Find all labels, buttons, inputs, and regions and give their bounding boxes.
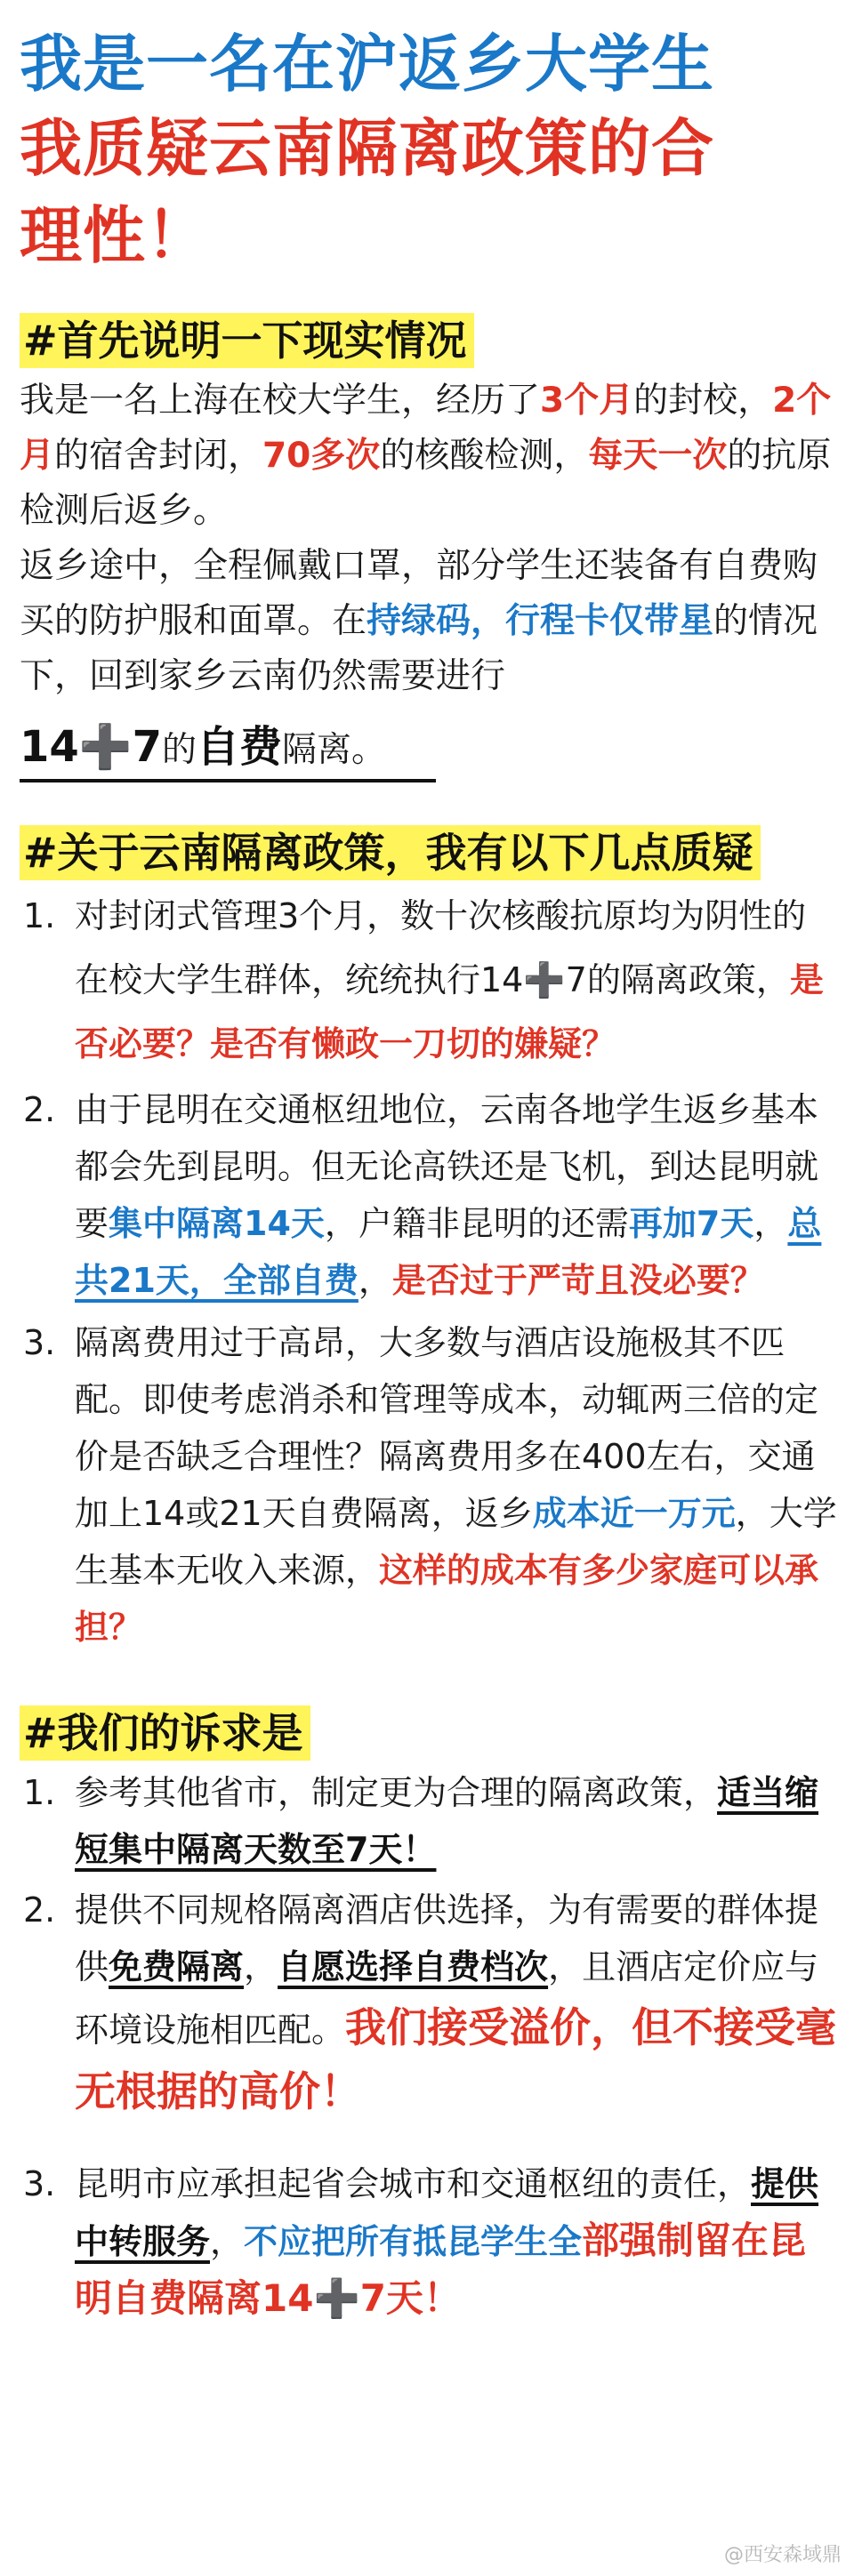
section-heading: #我们的诉求是 [20, 1705, 310, 1761]
paragraph-1: 我是一名上海在校大学生，经历了3个月的封校，2个月的宿舍封闭，70多次的核酸检测，每天一次的抗原检测后返乡。 [20, 381, 832, 531]
section-questions [20, 825, 838, 1656]
title-line-2: 我质疑云南隔离政策的合 [20, 112, 714, 185]
list-item: 2. 由于昆明在交通枢纽地位，云南各地学生返乡基本都会先到昆明。但无论高铁还是飞机，到达昆明就要集中隔离14天，户籍非昆明的还需再加7天，总共21天，全部自费，是否过于严苛且没必要？ [23, 1090, 822, 1300]
list-item: 3. 隔离费用过于高昂，大多数与酒店设施极其不匹配。即使考虑消杀和管理等成本，动辄两三倍的定价是否缺乏合理性？隔离费用多在400左右，交通加上14或21天自费隔离，返乡成本近一万元，大学生基本无收入来源，这样的成本有多少家庭可以承担？ [23, 1323, 837, 1647]
paragraph-2: 返乡途中，全程佩戴口罩，部分学生还装备有自费购买的防护服和面罩。在持绿码，行程卡仅带星的情况下，回到家乡云南仍然需要进行 [20, 546, 818, 696]
list-item: 2. 提供不同规格隔离酒店供选择，为有需要的群体提供免费隔离，自愿选择自费档次，且酒店定价应与环境设施相匹配。我们接受溢价，但不接受毫无根据的高价！ [23, 1890, 837, 2115]
list-item: 1. 对封闭式管理3个月，数十次核酸抗原均为阴性的在校大学生群体，统统执行14➕7的隔离政策，是否必要？是否有懒政一刀切的嫌疑？ [23, 896, 824, 1063]
title-line-3: 理性！ [20, 199, 209, 272]
list-item: 1. 参考其他省市，制定更为合理的隔离政策，适当缩短集中隔离天数至7天！ [23, 1773, 819, 1869]
watermark: @西安森域鼎 [723, 2544, 842, 2566]
title-line-1: 我是一名在沪返乡大学生 [20, 28, 714, 100]
list-item: 3. 昆明市应承担起省会城市和交通枢纽的责任，提供中转服务，不应把所有抵昆学生全部强制留在昆明自费隔离14➕7天！ [23, 2164, 819, 2320]
section-heading: #关于云南隔离政策，我有以下几点质疑 [20, 825, 761, 880]
paragraph-3: 14➕7的自费隔离。 [20, 722, 387, 772]
section-heading: #首先说明一下现实情况 [20, 313, 474, 368]
section-demands [20, 1705, 838, 2328]
document [20, 23, 838, 2328]
section-reality [20, 313, 838, 782]
